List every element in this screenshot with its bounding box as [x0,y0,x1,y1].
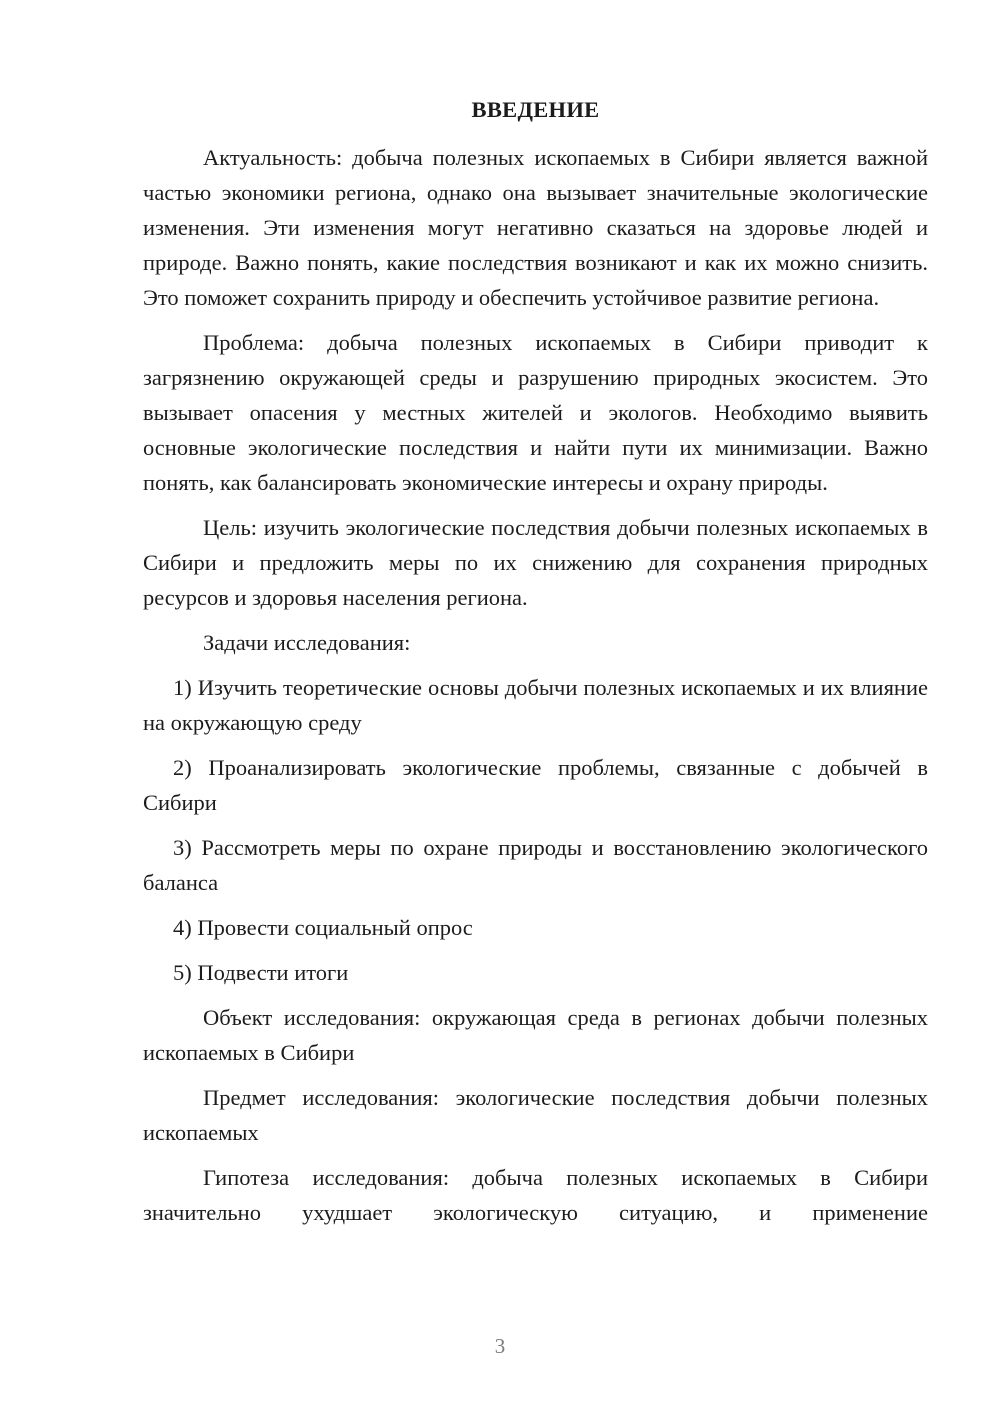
task-item-5: 5) Подвести итоги [173,960,349,985]
section-title: ВВЕДЕНИЕ [471,97,600,122]
paragraph-problem: Проблема: добыча полезных ископаемых в Сибири приводит к загрязнению окружающей среды и разрушению природных экосистем. Это вызывает опасения у местных жителей и экологов. Необходимо выявить основные экологические последствия и найти пути их минимизации. Важно понять, как балансировать экономические интересы и охрану природы. [143,330,928,495]
page-number: 3 [494,1334,506,1358]
tasks-heading: Задачи исследования: [203,630,411,655]
paragraph-hypothesis: Гипотеза исследования: добыча полезных ископаемых в Сибири значительно ухудшает экологическую ситуацию, и применение [143,1165,928,1225]
document-page [143,95,928,1240]
paragraph-goal: Цель: изучить экологические последствия добычи полезных ископаемых в Сибири и предложить меры по их снижению для сохранения природных ресурсов и здоровья населения региона. [143,515,928,610]
paragraph-subject: Предмет исследования: экологические последствия добычи полезных ископаемых [143,1085,928,1145]
task-item-2: 2) Проанализировать экологические проблемы, связанные с добычей в Сибири [143,755,928,815]
task-item-3: 3) Рассмотреть меры по охране природы и восстановлению экологического баланса [143,835,928,895]
tasks-list [143,670,928,990]
task-item-4: 4) Провести социальный опрос [173,915,473,940]
paragraph-relevance: Актуальность: добыча полезных ископаемых в Сибири является важной частью экономики региона, однако она вызывает значительные экологические изменения. Эти изменения могут негативно сказаться на здоровье людей и природе. Важно понять, какие последствия возникают и как их можно снизить. Это поможет сохранить природу и обеспечить устойчивое развитие региона. [143,145,928,310]
paragraph-object: Объект исследования: окружающая среда в регионах добычи полезных ископаемых в Сибири [143,1005,928,1065]
task-item-1: 1) Изучить теоретические основы добычи полезных ископаемых и их влияние на окружающую среду [143,675,928,735]
